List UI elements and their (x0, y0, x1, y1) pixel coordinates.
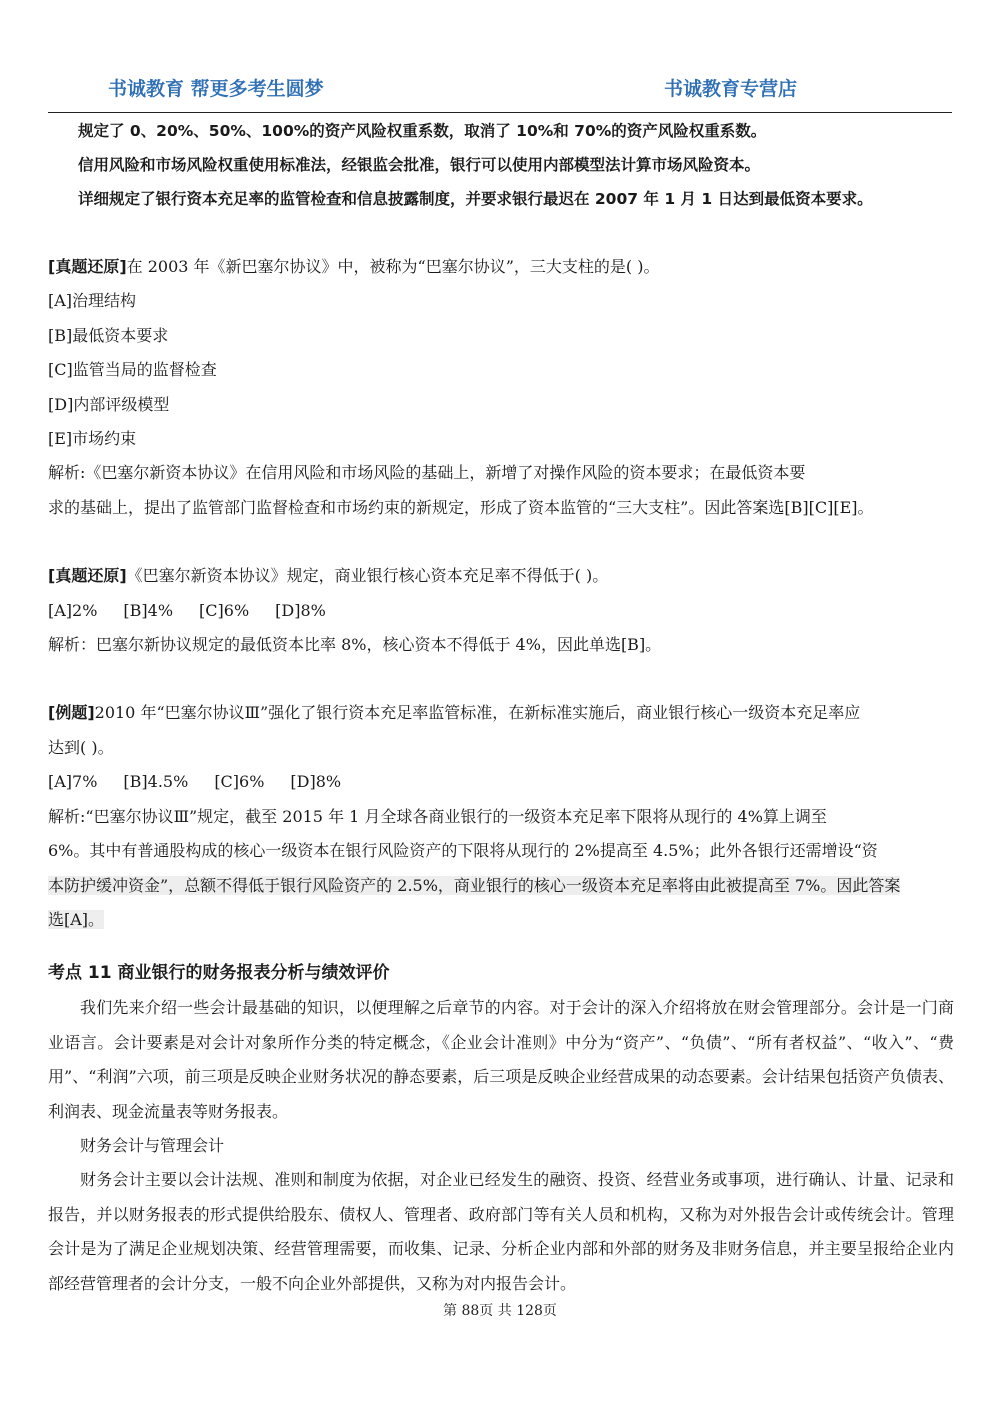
q2-option-c: [C]6% (199, 600, 250, 620)
q3-option-b: [B]4.5% (123, 772, 189, 792)
q3-tag: [例题] (48, 703, 95, 723)
section-paragraph-1: 我们先来介绍一些会计最基础的知识，以便理解之后章节的内容。对于会计的深入介绍将放在财会管理部分。会计是一门商业语言。会计要素是对会计对象所作分类的特定概念，《企业会计准则》中分为“资产”、“负债”、“所有者权益”、“收入”、“费用”、“利润”六项，前三项是反映企业财务状况的静态要素，后三项是反映企业经营成果的动态要素。会计结果包括资产负债表、利润表、现金流量表等财务报表。 (48, 998, 954, 1121)
q1-tag: [真题还原] (48, 257, 127, 276)
q2-option-d: [D]8% (275, 600, 326, 620)
q1-analysis-2: 求的基础上，提出了监管部门监督检查和市场约束的新规定，形成了资本监管的“三大支柱”。因此答案选[B][C][E]。 (48, 497, 874, 517)
section-paragraph-2: 财务会计主要以会计法规、准则和制度为依据，对企业已经发生的融资、投资、经营业务或事项，进行确认、计量、记录和报告，并以财务报表的形式提供给股东、债权人、管理者、政府部门等有关人员和机构，又称为对外报告会计或传统会计。管理会计是为了满足企业规划决策、经营管理需要，而收集、记录、分析企业内部和外部的财务及非财务信息，并主要呈报给企业内部经营管理者的会计分支，一般不向企业外部提供，又称为对内报告会计。 (48, 1170, 954, 1293)
q1-analysis-1: 解析:《巴塞尔新资本协议》在信用风险和市场风险的基础上，新增了对操作风险的资本要求；在最低资本要 (48, 463, 806, 483)
q2-option-b: [B]4% (123, 600, 174, 620)
q2-text: 《巴塞尔新资本协议》规定，商业银行核心资本充足率不得低于( )。 (126, 566, 609, 586)
q3-option-a: [A]7% (48, 772, 98, 792)
page-header (0, 70, 1000, 106)
q1-option-c: [C]监管当局的监督检查 (48, 360, 217, 380)
q3-option-d: [D]8% (290, 772, 342, 792)
section-subheading: 财务会计与管理会计 (80, 1135, 225, 1155)
header-store-name: 书诚教育专营店 (664, 78, 798, 100)
q3-option-c: [C]6% (214, 772, 265, 792)
q3-text-1: 2010 年“巴塞尔协议Ⅲ”强化了银行资本充足率监管标准，在新标准实施后，商业银行核心一级资本充足率应 (94, 703, 861, 723)
q2-option-a: [A]2% (48, 600, 98, 620)
q3-question-1 (48, 696, 954, 730)
q3-options (48, 765, 954, 799)
intro-line-2: 信用风险和市场风险权重使用标准法，经银监会批准，银行可以使用内部模型法计算市场风险资本。 (78, 156, 761, 174)
q3-analysis-4 (48, 903, 954, 937)
q3-question-2: 达到( )。 (48, 737, 114, 757)
q1-option-e: [E]市场约束 (48, 429, 137, 449)
q1-question (48, 250, 954, 284)
q1-option-b: [B]最低资本要求 (48, 325, 169, 345)
q2-question (48, 559, 954, 593)
q2-tag: [真题还原] (48, 566, 127, 586)
q3-analysis-3-text: 本防护缓冲资金”，总额不得低于银行风险资产的 2.5%，商业银行的核心一级资本充足率将由此被提高至 7%。因此答案 (48, 875, 901, 895)
q1-option-d: [D]内部评级模型 (48, 394, 170, 414)
q1-option-a: [A]治理结构 (48, 291, 137, 311)
q3-analysis-1: 解析:“巴塞尔协议Ⅲ”规定，截至 2015 年 1 月全球各商业银行的一级资本充足率下限将从现行的 4%算上调至 (48, 806, 827, 826)
page-number: 第 88页 共 128页 (443, 1303, 557, 1319)
section-title: 考点 11 商业银行的财务报表分析与绩效评价 (48, 963, 390, 984)
intro-line-1: 规定了 0、20%、50%、100%的资产风险权重系数，取消了 10%和 70%的资产风险权重系数。 (78, 122, 767, 140)
q3-analysis-2: 6%。其中有普通股构成的核心一级资本在银行风险资产的下限将从现行的 2%提高至 4.5%；此外各银行还需增设“资 (48, 841, 878, 861)
q3-analysis-3 (48, 869, 954, 903)
q3-analysis-4-text: 选[A]。 (48, 909, 105, 929)
page-content (48, 114, 954, 1301)
header-slogan: 书诚教育 帮更多考生圆梦 (108, 78, 324, 100)
header-divider (48, 112, 952, 113)
intro-line-3: 详细规定了银行资本充足率的监管检查和信息披露制度，并要求银行最迟在 2007 年 1 月 1 日达到最低资本要求。 (78, 190, 873, 208)
q2-options (48, 594, 954, 628)
q2-analysis: 解析：巴塞尔新协议规定的最低资本比率 8%，核心资本不得低于 4%，因此单选[B]。 (48, 635, 662, 655)
q1-text: 在 2003 年《新巴塞尔协议》中，被称为“巴塞尔协议”，三大支柱的是( )。 (126, 257, 660, 276)
